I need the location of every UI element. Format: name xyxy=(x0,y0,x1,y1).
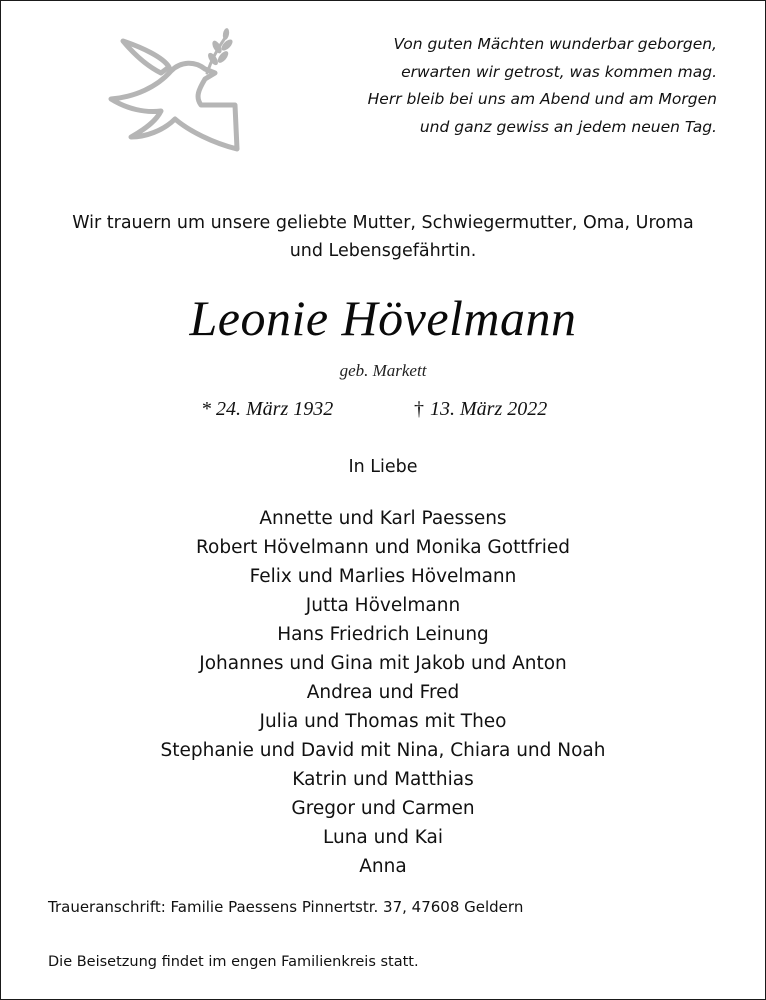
intro-line: und Lebensgefährtin. xyxy=(289,241,477,261)
cross-icon: † xyxy=(414,398,424,420)
mourning-intro xyxy=(1,209,765,265)
poem-line: und ganz gewiss an jedem neuen Tag. xyxy=(419,117,717,136)
deceased-name: Leonie Hövelmann xyxy=(189,290,577,346)
death-date: 13. März 2022 xyxy=(430,398,548,420)
closing-phrase: In Liebe xyxy=(348,457,418,477)
list-item: Anna xyxy=(359,856,407,877)
list-item: Luna und Kai xyxy=(322,827,443,848)
list-item: Hans Friedrich Leinung xyxy=(277,624,489,645)
burial-note: Die Beisetzung findet im engen Familienkreis statt. xyxy=(48,954,419,970)
list-item: Katrin und Matthias xyxy=(292,769,474,790)
list-item: Annette und Karl Paessens xyxy=(259,508,507,529)
poem-line: Von guten Mächten wunderbar geborgen, xyxy=(393,35,717,53)
birth-date: * 24. März 1932 xyxy=(201,398,334,420)
list-item: Andrea und Fred xyxy=(306,682,460,703)
list-item: Jutta Hövelmann xyxy=(305,595,461,616)
mourning-address: Traueranschrift: Familie Paessens Pinnertstr. 37, 47608 Geldern xyxy=(48,898,524,916)
dove-icon xyxy=(105,27,247,157)
death-date-group xyxy=(414,396,547,422)
poem-line: Herr bleib bei uns am Abend und am Morgen xyxy=(367,90,717,108)
mourners-list xyxy=(1,504,765,881)
poem-verse xyxy=(297,31,717,141)
list-item: Julia und Thomas mit Theo xyxy=(259,711,507,732)
poem-line: erwarten wir getrost, was kommen mag. xyxy=(401,62,717,81)
list-item: Johannes und Gina mit Jakob und Anton xyxy=(199,653,567,674)
maiden-name: geb. Markett xyxy=(339,361,427,380)
list-item: Stephanie und David mit Nina, Chiara und Noah xyxy=(160,740,606,761)
list-item: Gregor und Carmen xyxy=(291,798,475,819)
list-item: Felix und Marlies Hövelmann xyxy=(249,566,517,587)
intro-line: Wir trauern um unsere geliebte Mutter, Schwiegermutter, Oma, Uroma xyxy=(72,213,694,233)
list-item: Robert Hövelmann und Monika Gottfried xyxy=(196,537,570,558)
